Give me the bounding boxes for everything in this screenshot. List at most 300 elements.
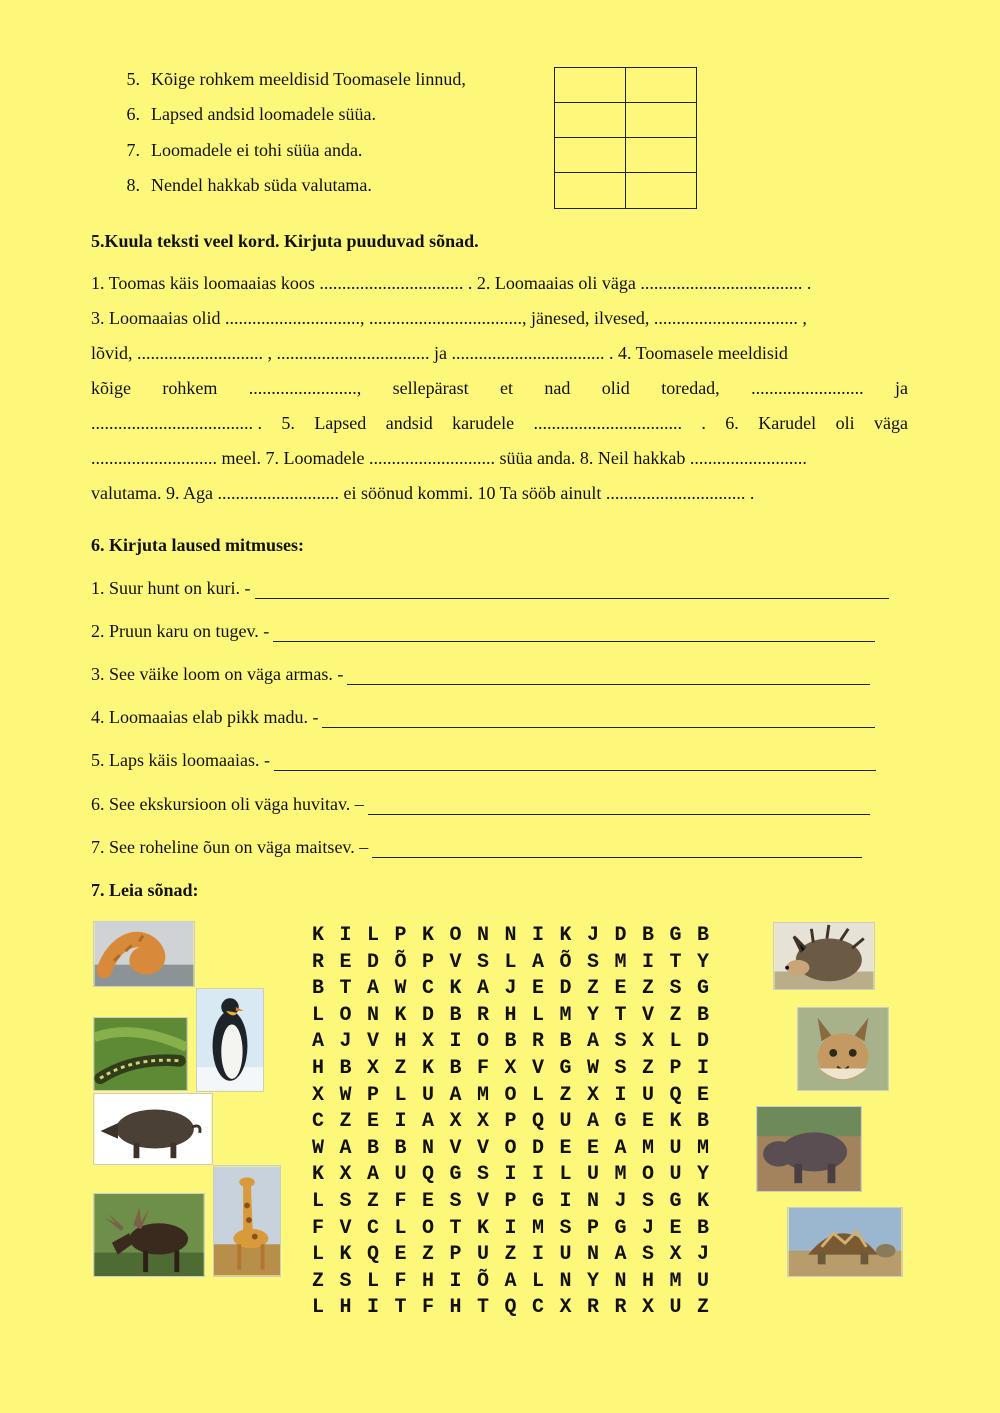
word-search-letter[interactable]: D [532,1136,545,1160]
penguin-icon [197,989,263,1091]
word-search-letter[interactable]: C [367,1216,380,1240]
word-search-row [312,1057,725,1084]
cat-tail-icon [94,922,194,986]
list-item-text: Kõige rohkem meeldisid Toomasele linnud, [151,69,466,89]
word: nad [544,378,571,398]
word-search-letter[interactable]: Q [422,1163,435,1187]
section6-heading: 6. Kirjuta laused mitmuses: [91,535,304,555]
sentence-row [91,794,870,815]
word-search-letter[interactable]: K [394,1003,407,1027]
word-search-row [312,924,725,951]
word-search-letter[interactable]: P [394,924,407,947]
word-search-letter[interactable]: Q [669,1083,682,1107]
word-search-letter[interactable]: S [614,1056,627,1080]
word-search-letter[interactable]: L [532,1269,545,1293]
caterpillar-picture [93,1017,188,1091]
sentence-row [91,707,875,728]
word-search-letter[interactable]: Q [367,1243,380,1267]
sentence-row [91,837,862,858]
word-search-letter[interactable]: S [559,1216,572,1240]
word-search-letter[interactable]: U [477,1243,490,1267]
word-search-letter[interactable]: D [697,1030,710,1054]
word-search-letter[interactable]: I [532,924,545,947]
word: olid [601,378,630,398]
word-search-row [312,1190,725,1217]
word-search-letter[interactable]: H [312,1056,325,1080]
word-search-letter[interactable]: I [559,1189,572,1213]
word-search-letter[interactable]: J [614,1189,627,1213]
word-search-letter[interactable]: H [422,1269,435,1293]
word-search-letter[interactable]: A [587,1030,600,1054]
word-search-letter[interactable]: C [422,977,435,1001]
word-search-letter[interactable]: H [339,1296,352,1320]
fill-line-4[interactable] [91,378,908,399]
word-search-letter[interactable]: M [642,1136,655,1160]
word-search-letter[interactable]: S [642,1243,655,1267]
answer-line[interactable] [347,670,870,685]
word-search-letter[interactable]: R [614,1296,627,1320]
blank[interactable]: ................................. [533,413,682,433]
answer-line[interactable] [274,756,876,771]
word-search-letter[interactable]: K [559,924,572,947]
word-search-letter[interactable]: G [669,924,682,947]
word-search-letter[interactable]: Z [339,1110,352,1134]
word-search-letter[interactable]: F [422,1296,435,1320]
hedgehog-picture [773,922,875,990]
word-search-letter[interactable]: G [559,1056,572,1080]
word-search-letter[interactable]: A [449,1083,462,1107]
word-search-letter[interactable]: B [642,924,655,947]
word-search-letter[interactable]: B [697,924,710,947]
word-search-letter[interactable]: S [449,1189,462,1213]
word-search-letter[interactable]: K [477,1216,490,1240]
word-search-letter[interactable]: A [367,1163,380,1187]
word-search-letter[interactable]: W [339,1083,352,1107]
word-search-letter[interactable]: Z [312,1269,325,1293]
word-search-letter[interactable]: U [587,1163,600,1187]
word-search-letter[interactable]: Z [559,1083,572,1107]
word-search-letter[interactable]: N [422,1136,435,1160]
word-search-letter[interactable]: X [422,1030,435,1054]
word-search-grid[interactable] [312,924,725,1323]
word: Lapsed [314,413,367,433]
word-search-letter[interactable]: J [587,924,600,947]
word-search-letter[interactable]: T [669,950,682,974]
word-search-letter[interactable]: A [477,977,490,1001]
section5-heading: 5.Kuula teksti veel kord. Kirjuta puuduvad sõnad. [91,231,479,251]
sentence-text: 1. Suur hunt on kuri. - [91,578,251,598]
word-search-letter[interactable]: Z [394,1056,407,1080]
word-search-letter[interactable]: K [422,924,435,947]
word-search-letter[interactable]: X [587,1083,600,1107]
word-search-letter[interactable]: M [614,950,627,974]
word: ja [894,378,908,398]
fill-line-2[interactable]: 3. Loomaaias olid .............................., .................................., jänesed, ilvesed, ................................ , [91,308,807,328]
word-search-letter[interactable]: V [477,1136,490,1160]
word-search-row [312,1110,725,1137]
word-search-letter[interactable]: U [422,1083,435,1107]
word-search-letter[interactable]: S [642,1189,655,1213]
answer-cell[interactable] [555,68,626,103]
word-search-letter[interactable]: I [504,1163,517,1187]
word-search-letter[interactable]: D [614,924,627,947]
word-search-letter[interactable]: T [477,1296,490,1320]
word-search-row [312,1296,725,1323]
word-search-letter[interactable]: E [532,977,545,1001]
word-search-letter[interactable]: Z [422,1243,435,1267]
word-search-letter[interactable]: I [339,924,352,947]
word-search-letter[interactable]: N [587,1243,600,1267]
word-search-letter[interactable]: R [312,950,325,974]
word-search-letter[interactable]: Õ [394,950,407,974]
word-search-letter[interactable]: P [587,1216,600,1240]
word-search-letter[interactable]: K [697,1189,710,1213]
word-search-letter[interactable]: B [697,1003,710,1027]
word-search-letter[interactable]: L [312,1189,325,1213]
word-search-letter[interactable]: K [339,1243,352,1267]
word: 6. [725,413,739,433]
word-search-letter[interactable]: L [559,1163,572,1187]
word-search-letter[interactable]: X [449,1110,462,1134]
word-search-letter[interactable]: D [367,950,380,974]
word-search-letter[interactable]: V [477,1189,490,1213]
word-search-letter[interactable]: A [614,1136,627,1160]
word-search-letter[interactable]: H [504,1003,517,1027]
word-search-letter[interactable]: O [477,1030,490,1054]
answer-line[interactable] [372,843,862,858]
word-search-letter[interactable]: H [394,1030,407,1054]
word-search-letter[interactable]: Y [587,1269,600,1293]
word-search-letter[interactable]: E [587,1136,600,1160]
word-search-letter[interactable]: V [449,1136,462,1160]
word-search-letter[interactable]: X [312,1083,325,1107]
word-search-letter[interactable]: Õ [477,1269,490,1293]
hippo-picture [756,1106,862,1192]
word-search-letter[interactable]: J [339,1030,352,1054]
word-search-letter[interactable]: V [532,1056,545,1080]
word-search-row [312,1004,725,1031]
word-search-letter[interactable]: S [339,1269,352,1293]
sentence-text: 4. Loomaaias elab pikk madu. - [91,707,319,727]
word-search-letter[interactable]: A [504,1269,517,1293]
word-search-letter[interactable]: B [449,1003,462,1027]
answer-cell[interactable] [626,68,697,103]
word-search-row [312,1163,725,1190]
fill-line-7[interactable]: valutama. 9. Aga ........................... ei söönud kommi. 10 Ta sööb ainult ............................... . [91,483,755,503]
answer-line[interactable] [368,800,870,815]
word-search-letter[interactable]: O [422,1216,435,1240]
word-search-letter[interactable]: Z [642,1056,655,1080]
word-search-letter[interactable]: I [367,1296,380,1320]
word-search-letter[interactable]: X [642,1296,655,1320]
word-search-letter[interactable]: L [394,1083,407,1107]
word-search-letter[interactable]: A [339,1136,352,1160]
word-search-letter[interactable]: Q [532,1110,545,1134]
word-search-letter[interactable]: N [367,1003,380,1027]
word-search-letter[interactable]: B [504,1030,517,1054]
word-search-letter[interactable]: B [394,1136,407,1160]
word-search-letter[interactable]: L [367,1269,380,1293]
word: väga [874,413,908,433]
answer-cell[interactable] [626,103,697,138]
word-search-letter[interactable]: F [394,1189,407,1213]
word-search-letter[interactable]: G [449,1163,462,1187]
word-search-letter[interactable]: P [504,1189,517,1213]
word-search-letter[interactable]: A [367,977,380,1001]
word-search-letter[interactable]: L [312,1243,325,1267]
word-search-letter[interactable]: M [477,1083,490,1107]
word-search-letter[interactable]: I [449,1030,462,1054]
word-search-letter[interactable]: I [394,1110,407,1134]
word-search-letter[interactable]: W [394,977,407,1001]
answer-cell[interactable] [555,103,626,138]
word-search-letter[interactable]: U [669,1296,682,1320]
word-search-letter[interactable]: L [312,1296,325,1320]
word-search-letter[interactable]: M [559,1003,572,1027]
word-search-letter[interactable]: O [449,924,462,947]
answer-line[interactable] [273,627,875,642]
word-search-letter[interactable]: N [587,1189,600,1213]
word-search-letter[interactable]: E [367,1110,380,1134]
list-item-text: Loomadele ei tohi süüa anda. [151,140,363,160]
word-search-letter[interactable]: I [504,1216,517,1240]
word-search-letter[interactable]: U [642,1083,655,1107]
word-search-letter[interactable]: K [312,1163,325,1187]
word-search-letter[interactable]: K [422,1056,435,1080]
list-item-text: Nendel hakkab süda valutama. [151,175,372,195]
word-search-letter[interactable]: K [449,977,462,1001]
word-search-letter[interactable]: J [642,1216,655,1240]
sentence-row [91,750,876,771]
word-search-letter[interactable]: X [477,1110,490,1134]
word-search-letter[interactable]: X [339,1163,352,1187]
word-search-letter[interactable]: M [697,1136,710,1160]
word-search-letter[interactable]: U [559,1243,572,1267]
word-search-letter[interactable]: K [669,1110,682,1134]
word-search-letter[interactable]: T [449,1216,462,1240]
word-search-letter[interactable]: M [669,1269,682,1293]
word: kõige [91,378,131,398]
word-search-letter[interactable]: S [669,977,682,1001]
word-search-letter[interactable]: E [339,950,352,974]
word-search-letter[interactable]: O [504,1136,517,1160]
word-search-letter[interactable]: Z [642,977,655,1001]
word-search-letter[interactable]: P [669,1056,682,1080]
word-search-letter[interactable]: H [449,1296,462,1320]
word-search-letter[interactable]: E [669,1216,682,1240]
word-search-letter[interactable]: I [614,1083,627,1107]
word-search-letter[interactable]: B [697,1110,710,1134]
word-search-letter[interactable]: L [532,1083,545,1107]
word-search-letter[interactable]: Z [587,977,600,1001]
word-search-letter[interactable]: Y [697,1163,710,1187]
word-search-letter[interactable]: B [559,1030,572,1054]
word-search-letter[interactable]: G [669,1189,682,1213]
word-search-letter[interactable]: U [669,1136,682,1160]
word-search-letter[interactable]: S [477,1163,490,1187]
word-search-letter[interactable]: X [367,1056,380,1080]
fill-line-6[interactable]: ............................ meel. 7. Loomadele ............................ süüa anda. 8. Neil hakkab .......................... [91,448,807,468]
answer-cell[interactable] [555,138,626,173]
word-search-letter[interactable]: F [312,1216,325,1240]
word-search-letter[interactable]: R [587,1296,600,1320]
word-search-letter[interactable]: V [339,1216,352,1240]
word-search-letter[interactable]: P [449,1243,462,1267]
word-search-letter[interactable]: Y [697,950,710,974]
word-search-letter[interactable]: P [504,1110,517,1134]
answer-line[interactable] [255,584,889,599]
word-search-letter[interactable]: L [394,1216,407,1240]
word-search-letter[interactable]: D [422,1003,435,1027]
word-search-letter[interactable]: I [642,950,655,974]
word-search-letter[interactable]: C [312,1110,325,1134]
sentence-text: 2. Pruun karu on tugev. - [91,621,270,641]
wild-boar-picture [93,1093,213,1165]
word-search-letter[interactable]: L [532,1003,545,1027]
word-search-letter[interactable]: Õ [559,950,572,974]
word-search-letter[interactable]: A [422,1110,435,1134]
word-search-letter[interactable]: E [422,1189,435,1213]
word-search-letter[interactable]: J [697,1243,710,1267]
word-search-letter[interactable]: F [477,1056,490,1080]
word-search-letter[interactable]: S [614,1030,627,1054]
word-search-letter[interactable]: W [312,1136,325,1160]
fill-line-1[interactable]: 1. Toomas käis loomaaias koos ................................ . 2. Loomaaias oli väga .................................... . [91,273,812,293]
word-search-row [312,1243,725,1270]
word-search-letter[interactable]: H [642,1269,655,1293]
word-search-letter[interactable]: U [669,1163,682,1187]
blank[interactable]: ........................, [248,378,362,398]
answer-cell[interactable] [626,138,697,173]
answer-cell[interactable] [555,173,626,208]
sentence-text: 5. Laps käis loomaaias. - [91,750,270,770]
word-search-letter[interactable]: I [449,1269,462,1293]
word-search-letter[interactable]: L [312,1003,325,1027]
word-search-letter[interactable]: E [614,977,627,1001]
word-search-letter[interactable]: G [532,1189,545,1213]
word-search-letter[interactable]: E [642,1110,655,1134]
word-search-letter[interactable]: U [559,1110,572,1134]
word-search-letter[interactable]: X [669,1243,682,1267]
word-search-letter[interactable]: R [532,1030,545,1054]
list-number: 8. [126,175,140,195]
word-search-letter[interactable]: P [367,1083,380,1107]
word-search-letter[interactable]: U [394,1163,407,1187]
word-search-letter[interactable]: S [339,1189,352,1213]
word-search-letter[interactable]: B [339,1056,352,1080]
word-search-letter[interactable]: B [312,977,325,1001]
word-search-letter[interactable]: G [614,1216,627,1240]
word-search-letter[interactable]: X [504,1056,517,1080]
word-search-letter[interactable]: X [559,1296,572,1320]
word-search-letter[interactable]: Z [367,1189,380,1213]
word-search-letter[interactable]: C [532,1296,545,1320]
word-search-letter[interactable]: I [532,1163,545,1187]
word-search-letter[interactable]: I [532,1243,545,1267]
word-search-letter[interactable]: F [394,1269,407,1293]
word-search-letter[interactable]: L [669,1030,682,1054]
word-search-letter[interactable]: Z [697,1296,710,1320]
word-search-letter[interactable]: E [559,1136,572,1160]
word-search-letter[interactable]: S [477,950,490,974]
word-search-letter[interactable]: M [614,1163,627,1187]
word: rohkem [162,378,218,398]
word-search-letter[interactable]: A [587,1110,600,1134]
word-search-letter[interactable]: A [532,950,545,974]
word-search-letter[interactable]: A [312,1030,325,1054]
answer-cell[interactable] [626,173,697,208]
blank[interactable]: ......................... [751,378,864,398]
word-search-letter[interactable]: U [697,1269,710,1293]
word-search-letter[interactable]: E [394,1243,407,1267]
word-search-row [312,1217,725,1244]
word-search-letter[interactable]: J [504,977,517,1001]
giraffe-picture [213,1165,281,1277]
word-search-letter[interactable]: V [367,1030,380,1054]
list-number: 5. [126,69,140,89]
word-search-letter[interactable]: L [367,924,380,947]
list-number: 6. [126,104,140,124]
word-search-letter[interactable]: N [477,924,490,947]
word-search-letter[interactable]: N [504,924,517,947]
word-search-letter[interactable]: G [697,977,710,1001]
lynx-picture [797,1007,889,1091]
hedgehog-icon [774,923,874,989]
word-search-letter[interactable]: O [504,1083,517,1107]
fill-line-5[interactable] [91,413,908,434]
fill-line-3[interactable]: lõvid, ............................ , .................................. ja .................................. . 4. Toomasele meeldisid [91,343,788,363]
word: et [500,378,514,398]
word-search-letter[interactable]: B [697,1216,710,1240]
word-search-letter[interactable]: T [339,977,352,1001]
word-search-letter[interactable]: Y [587,1003,600,1027]
word-search-letter[interactable]: O [642,1163,655,1187]
word-search-letter[interactable]: N [559,1269,572,1293]
word-search-letter[interactable]: R [477,1003,490,1027]
word-search-letter[interactable]: B [367,1136,380,1160]
word-search-letter[interactable]: E [697,1083,710,1107]
word-search-letter[interactable]: T [394,1296,407,1320]
word-search-letter[interactable]: P [422,950,435,974]
word-search-letter[interactable]: D [559,977,572,1001]
word-search-letter[interactable]: Q [504,1296,517,1320]
word-search-letter[interactable]: S [587,950,600,974]
word-search-letter[interactable]: O [339,1003,352,1027]
word: oli [835,413,855,433]
word-search-letter[interactable]: M [532,1216,545,1240]
lynx-icon [798,1008,888,1090]
word-search-letter[interactable]: X [642,1030,655,1054]
answer-grid[interactable] [554,67,697,209]
word-search-letter[interactable]: A [614,1243,627,1267]
word-search-letter[interactable]: B [449,1056,462,1080]
word-search-letter[interactable]: V [642,1003,655,1027]
word-search-row [312,1084,725,1111]
word-search-row [312,1270,725,1297]
word-search-letter[interactable]: I [697,1056,710,1080]
word-search-letter[interactable]: N [614,1269,627,1293]
word-search-letter[interactable]: W [587,1056,600,1080]
word-search-letter[interactable]: K [312,924,325,947]
word-search-letter[interactable]: T [614,1003,627,1027]
answer-line[interactable] [322,713,875,728]
word-search-letter[interactable]: L [504,950,517,974]
word-search-letter[interactable]: G [614,1110,627,1134]
word-search-letter[interactable]: V [449,950,462,974]
word-search-letter[interactable]: Z [504,1243,517,1267]
blank[interactable]: .................................... . [91,413,262,433]
word-search-letter[interactable]: Z [669,1003,682,1027]
